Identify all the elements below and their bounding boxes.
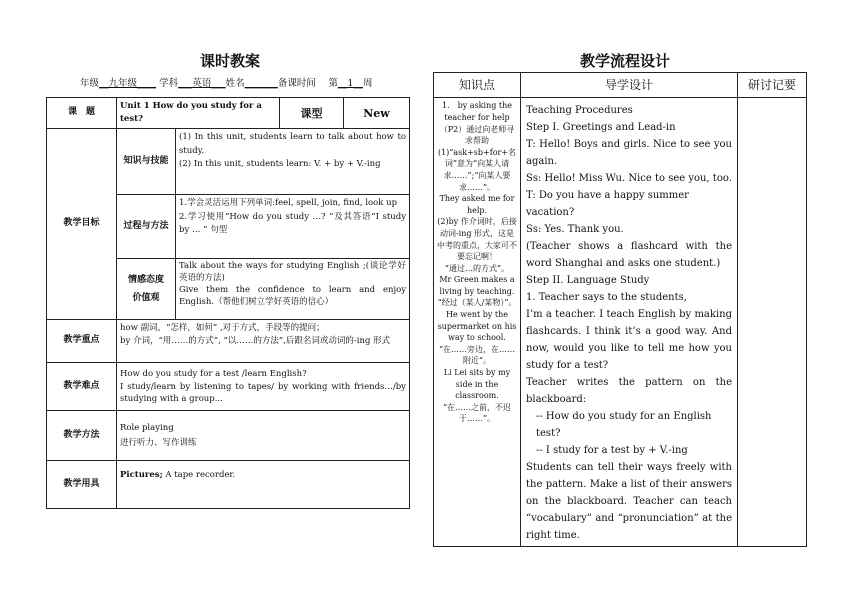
guide-line: Teacher writes the pattern on the blackboard: (526, 377, 732, 406)
week-value: __1__ (337, 78, 363, 89)
lesson-type-value: New (344, 98, 410, 129)
kp-line: “经过（某人/某物）”。 (437, 298, 517, 308)
topic-value: Unit 1 How do you study for a test? (117, 98, 280, 129)
attitude-line-1: Talk about the ways for studying English ;(谈论学好英语的方法) (179, 261, 406, 284)
kp-line: “通过…的方式”。 (444, 263, 510, 273)
kp-line: (1)“ask+sb+for+名词”意为“向某人请求……”;“向某人要求……”。 (437, 147, 517, 192)
kp-line: “在……旁边，在……附近”。 (438, 344, 516, 366)
subject-value: ___英语___ (178, 78, 226, 89)
guide-line: I’m a teacher. I teach English by making flashcards. I think it’s a good way. And now, would you like to tell me how you study for a test? (526, 309, 732, 372)
kp-line: “在……之前，不迟于……”。 (442, 402, 512, 424)
process-line-2: 2.学习使用“How do you study …? ”及其答语“I study by … ” 句型 (179, 211, 406, 235)
knowledge-skills-content (176, 129, 410, 195)
topic-row (47, 98, 410, 129)
week-post: 周 (362, 78, 373, 89)
teaching-flow-table (433, 72, 807, 547)
process-methods-label: 过程与方法 (117, 195, 176, 259)
kp-line: 1. by asking the teacher for help（P2）通过向老师寻求帮助 (439, 101, 515, 146)
tools-row (47, 461, 410, 509)
knowledge-points-cell (434, 98, 521, 547)
difficulties-label: 教学难点 (47, 363, 117, 411)
guide-line: Students can tell their ways freely with the pattern. Make a list of their answers on the blackboard. Teacher can teach “vocabulary” and “pronunciation” at the right time. (526, 462, 732, 542)
kp-line: Li Lei sits by my side in the classroom. (443, 368, 511, 401)
name-blank: _______ (244, 78, 278, 89)
kp-line: They asked me for help. (439, 194, 515, 215)
subject-label: 学科 (159, 78, 179, 89)
lesson-type-label: 课型 (280, 98, 344, 129)
process-line-1: 1.学会灵活运用下列单词:feel, spell, join, find, look up (179, 198, 398, 209)
tools-content: Pictures; A tape recorder. (117, 461, 410, 509)
key-points-row (47, 320, 410, 363)
guide-line: -- I study for a test by + V.-ing (536, 445, 688, 457)
guide-line: T: Do you have a happy summer vacation? (526, 190, 689, 219)
knowledge-line-1: (1) In this unit, students learn to talk about how to study. (179, 132, 406, 156)
discussion-notes-cell (738, 98, 807, 547)
topic-label: 课 题 (47, 98, 117, 129)
right-page-title: 教学流程设计 (579, 52, 670, 70)
guide-line: T: Hello! Boys and girls. Nice to see you again. (526, 139, 732, 168)
week-pre: 第 (328, 78, 338, 89)
knowledge-line-2: (2) In this unit, students learn: V. + by + V.-ing (179, 158, 381, 169)
header-info-line (80, 75, 372, 89)
guide-line: 1. Teacher says to the students, (526, 292, 687, 304)
difficulties-row (47, 363, 410, 411)
difficulties-content: How do you study for a test /learn English? I study/learn by listening to tapes/ by working with friends…/by studying with a group... (117, 363, 410, 411)
attitude-values-content (176, 259, 410, 320)
guide-line: (Teacher shows a flashcard with the word Shanghai and asks one student.) (526, 241, 732, 270)
objectives-label: 教学目标 (47, 129, 117, 320)
guide-line: Step I. Greetings and Lead-in (526, 122, 676, 134)
flow-header-row (434, 73, 807, 98)
flow-content-row (434, 98, 807, 547)
guide-line: -- How do you study for an English test? (536, 411, 712, 440)
tools-label: 教学用具 (47, 461, 117, 509)
kp-line: He went by the supermarket on his way to school. (437, 310, 517, 343)
process-methods-content (176, 195, 410, 259)
name-label: 姓名 (225, 78, 245, 89)
grade-label: 年级 (80, 78, 100, 89)
guide-line: Teaching Procedures (526, 105, 633, 117)
guide-line: Step II. Language Study (526, 275, 650, 287)
key-points-label: 教学重点 (47, 320, 117, 363)
grade-value: __九年级____ (99, 78, 157, 89)
kp-line: (2)by 作介词时，后接动词-ing 形式，这是中考的重点，大家可不要忘记啊！ (437, 217, 517, 262)
methods-content: Role playing 进行听力、写作训练 (117, 411, 410, 461)
header-knowledge-points: 知识点 (434, 73, 521, 98)
knowledge-skills-label: 知识与技能 (117, 129, 176, 195)
attitude-values-label: 情感态度 价值观 (117, 259, 176, 320)
guide-line: Ss: Hello! Miss Wu. Nice to see you, too. (526, 173, 732, 185)
header-guided-design: 导学设计 (521, 73, 738, 98)
kp-line: Mr Green makes a living by teaching. (439, 275, 515, 296)
methods-label: 教学方法 (47, 411, 117, 461)
left-page-title: 课时教案 (199, 52, 260, 70)
methods-row (47, 411, 410, 461)
prep-time-label: 备课时间 (277, 78, 316, 89)
lesson-plan-table (46, 97, 410, 509)
header-discussion-notes: 研讨记要 (738, 73, 807, 98)
key-points-content: how 副词，“怎样，如何” ,对于方式，手段等的提问； by 介词，“用……的方式”, “以……的方法”,后跟名词或动词的-ing 形式 (117, 320, 410, 363)
guided-design-cell (521, 98, 738, 547)
guide-line: Ss: Yes. Thank you. (526, 224, 624, 236)
attitude-line-2: Give them the confidence to learn and enjoy English.（帮他们树立学好英语的信心） (179, 285, 406, 308)
objectives-knowledge-row (47, 129, 410, 195)
